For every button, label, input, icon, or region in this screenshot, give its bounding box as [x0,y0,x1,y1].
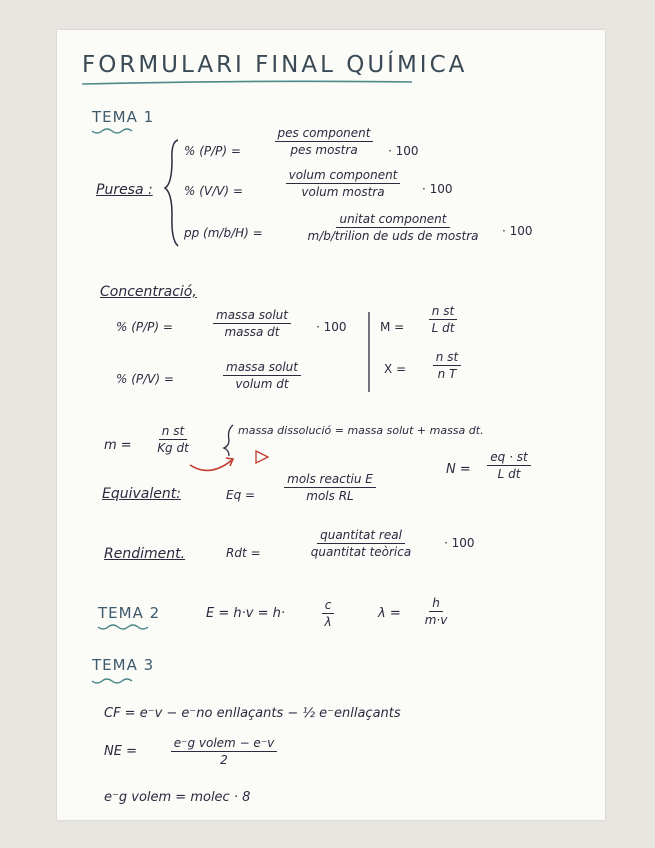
normalitat-label: N = [446,462,471,477]
rendiment-heading: Rendiment. [104,546,186,562]
eq-label: Eq = [226,488,256,502]
molaritat-fraction [420,304,466,335]
molalitat-label: m = [104,438,132,453]
fraccio-molar-label: X = [384,362,407,376]
rdt-numerator: quantitat real [317,528,405,544]
fraccio-molar-denominator: n T [437,367,457,381]
fraccio-molar-fraction [424,350,470,381]
puresa-pp-fraction [254,126,394,157]
eq-fraction [274,472,386,503]
energia-denominator: λ [324,615,332,629]
puresa-pv-times100: · 100 [422,182,453,196]
puresa-pv-label: % (V/V) = [184,184,243,198]
molalitat-fraction [146,424,200,455]
puresa-pv-denominator: volum mostra [301,185,385,199]
puresa-pv-fraction [268,168,418,199]
normalitat-fraction [478,450,540,481]
tema3-heading: TEMA 3 [92,656,155,674]
normalitat-numerator: eq · st [487,450,530,466]
puresa-pp-label: % (P/P) = [184,144,241,158]
puresa-pp-numerator: pes component [275,126,374,142]
tema1-squiggle [92,129,132,133]
puresa-pv-numerator: volum component [286,168,401,184]
molaritat-numerator: n st [429,304,457,320]
molalitat-denominator: Kg dt [157,441,189,455]
lambda-label: λ = [378,606,401,621]
puresa-pp-denominator: pes mostra [290,143,358,157]
rdt-times100: · 100 [444,536,475,550]
conc-pv-label: % (P/V) = [116,372,174,386]
puresa-pp-times100: · 100 [388,144,419,158]
electrons-volem-formula: e⁻g volem = molec · 8 [104,790,251,805]
lambda-denominator: m·v [424,613,448,627]
conc-pp-numerator: massa solut [213,308,291,324]
tema1-heading: TEMA 1 [92,108,155,126]
normalitat-denominator: L dt [497,467,521,481]
rdt-fraction [286,528,436,559]
tema2-heading: TEMA 2 [98,604,161,622]
red-arrow [190,460,232,470]
conc-pv-fraction [206,360,318,391]
puresa-ppm-fraction [288,212,498,243]
triangle-mark [256,451,268,463]
conc-pp-times100: · 100 [316,320,347,334]
conc-pv-denominator: volum dt [235,377,289,391]
conc-pp-fraction [196,308,308,339]
conc-pv-numerator: massa solut [223,360,301,376]
concentracio-heading: Concentració, [100,284,197,300]
title-underline [82,81,412,84]
carrega-formal-formula: CF = e⁻v − e⁻no enllaçants − ½ e⁻enllaçants [104,706,401,721]
molalitat-numerator: n st [159,424,187,440]
equivalent-heading: Equivalent: [102,486,181,502]
energia-fraction [318,598,338,629]
puresa-label: Puresa : [96,182,153,198]
page-title: FORMULARI FINAL QUÍMICA [82,52,468,78]
massa-brace [224,425,233,456]
tema3-squiggle [92,679,132,683]
conc-pp-label: % (P/P) = [116,320,173,334]
rdt-denominator: quantitat teòrica [310,545,412,559]
eq-denominator: mols RL [306,489,354,503]
eq-numerator: mols reactiu E [284,472,376,488]
puresa-brace [165,140,178,246]
conc-pp-denominator: massa dt [224,325,280,339]
molaritat-label: M = [380,320,405,334]
massa-dissolucio-note: massa dissolució = massa solut + massa dt. [238,424,484,437]
puresa-ppm-times100: · 100 [502,224,533,238]
puresa-ppm-numerator: unitat component [336,212,449,228]
rdt-label: Rdt = [226,546,261,560]
ne-denominator: 2 [220,753,228,767]
molaritat-denominator: L dt [431,321,455,335]
lambda-numerator: h [429,596,443,612]
ne-numerator: e⁻g volem − e⁻v [171,736,278,752]
puresa-ppm-label: pp (m/b/H) = [184,226,263,240]
fraccio-molar-numerator: n st [433,350,461,366]
energia-formula: E = h·v = h· [206,606,285,621]
energia-numerator: c [322,598,335,614]
puresa-ppm-denominator: m/b/trilion de uds de mostra [307,229,479,243]
tema2-squiggle [98,625,148,629]
lambda-fraction [416,596,456,627]
ne-label: NE = [104,744,137,759]
ne-fraction [160,736,288,767]
